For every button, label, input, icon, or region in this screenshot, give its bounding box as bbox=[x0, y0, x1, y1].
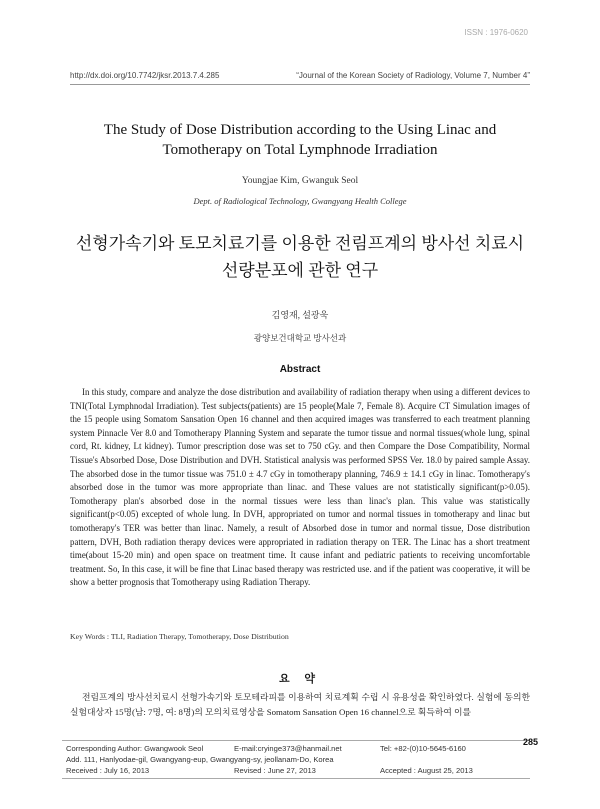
footer-row-contact bbox=[66, 744, 526, 755]
page-number: 285 bbox=[522, 737, 538, 747]
header-divider bbox=[70, 84, 530, 85]
author-email[interactable]: E-mail:cryinge373@hanmail.net bbox=[234, 744, 342, 753]
korean-title bbox=[70, 230, 530, 284]
footer-row-dates bbox=[66, 766, 526, 777]
english-title-line-2: Tomotherapy on Total Lymphnode Irradiation bbox=[162, 142, 438, 158]
issn-label: ISSN : 1976-0620 bbox=[464, 28, 528, 37]
footer-row-address bbox=[66, 755, 526, 766]
english-affiliation: Dept. of Radiological Technology, Gwangyang Health College bbox=[193, 196, 407, 206]
received-date: Received : July 16, 2013 bbox=[66, 766, 150, 775]
korean-title-line-1: 선형가속기와 토모치료기를 이용한 전림프계의 방사선 치료시 bbox=[75, 234, 525, 253]
english-title bbox=[70, 120, 530, 160]
author-address: Add. 111, Hanlyodae-gil, Gwangyang-eup, Gwangyang-sy, jeollanam-Do, Korea bbox=[66, 755, 334, 764]
korean-title-line-2: 선량분포에 관한 연구 bbox=[221, 261, 379, 280]
doi-link[interactable]: http://dx.doi.org/10.7742/jksr.2013.7.4.285 bbox=[70, 71, 220, 80]
revised-date: Revised : June 27, 2013 bbox=[234, 766, 316, 775]
author-phone: Tel: +82-(0)10-5645-6160 bbox=[380, 744, 466, 753]
keywords-line: Key Words : TLI, Radiation Therapy, Tomotherapy, Dose Distribution bbox=[70, 632, 289, 641]
english-authors: Youngjae Kim, Gwanguk Seol bbox=[241, 176, 359, 186]
correspondence-footer bbox=[62, 740, 530, 779]
corresponding-author: Corresponding Author: Gwangwook Seol bbox=[66, 744, 204, 753]
english-title-line-1: The Study of Dose Distribution according to the Using Linac and bbox=[103, 122, 497, 138]
korean-abstract-heading: 요 약 bbox=[278, 673, 321, 685]
abstract-heading: Abstract bbox=[279, 364, 321, 375]
journal-reference: “Journal of the Korean Society of Radiology, Volume 7, Number 4” bbox=[296, 71, 530, 80]
korean-affiliation: 광양보건대학교 방사선과 bbox=[253, 333, 347, 343]
korean-abstract-body: 전림프계의 방사선치료시 선형가속기와 토모테라피를 이용하여 치료계획 수립 시 유용성을 확인하였다. 실험에 동의한 실험대상자 15명(남: 7명, 여: 8명)의 모의치료영상을 Somatom Sansation Open 16 channel으로 획득하여 이를 bbox=[70, 692, 530, 717]
abstract-body: In this study, compare and analyze the dose distribution and availability of radiation therapy when using a different devices to TNI(Total Lymphnodal Irradiation). Test subjects(patients) are 15 people(Male 7, Female 8). Acquire CT Simulation images of the 15 people using Somatom Sansation Open 16 channel and then acquired images was transferred to each treatment planning system Pinnacle Ver 8.0 and Tomotherapy Planning System and separate the tumor tissue and normal tissues(whole lung, spinal cord, Rt. kidney, Lt kidney). Tumor prescription dose was set to 750 cGy. and then Compare the Dose Compatibility, Normal Tissue's Absorbed Dose, Dose Distribution and DVH. Statistical analysis was performed SPSS Ver. 18.0 by paired sample Assay. The absorbed dose in the tumor tissue was 751.0 ± 4.7 cGy in tomotherapy planning, 746.9 ± 14.1 cGy in linac. Tomotherapy's absorbed dose in the tumor was more appropriate than linac. and These values are not statistically significant(p>0.05). Tomotherapy plan's absorbed dose in the normal tissues were less than linac's plan. This value was statistically significant(p<0.05) excepted of whole lung. In DVH, appropriated on tumor and normal tissues in tomotherapy and linac but tomotherapy's TER was better than linac. Namely, a result of Absorbed dose in tumor and normal tissue, Dose distribution pattern, DVH, Both radiation therapy devices were appropriated in radiation therapy on TER. The Linac has a short treatment time(about 15-20 min) and open space on treatment time. It cause infant and pediatric patients to receiving uncomfortable treatment. So, In this case, it will be fine that Linac based therapy was restricted use. and if the patient was cooperative, it will be show a better prognosis that Tomotherapy using Radiation Therapy. bbox=[70, 387, 530, 588]
korean-authors: 김영재, 설광욱 bbox=[271, 310, 329, 320]
accepted-date: Accepted : August 25, 2013 bbox=[380, 766, 473, 775]
